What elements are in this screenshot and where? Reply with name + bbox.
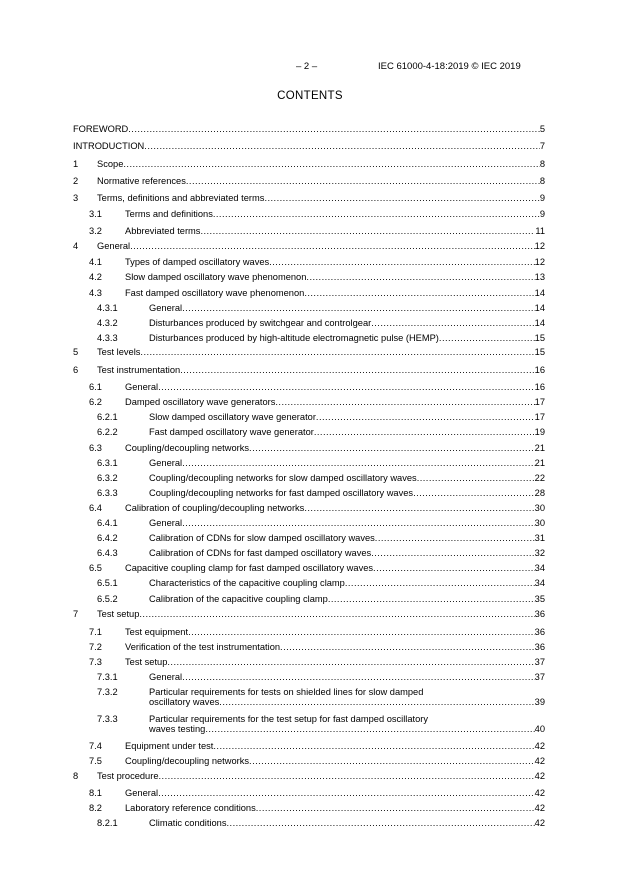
toc-entry-text: General xyxy=(149,303,183,313)
toc-entry-number: 7.2 xyxy=(89,642,102,652)
toc-entry[interactable] xyxy=(73,488,545,501)
toc-entry[interactable] xyxy=(73,518,545,531)
toc-entry-page: 36 xyxy=(534,642,545,652)
toc-entry-text: Calibration of CDNs for fast damped oscillatory waves xyxy=(149,548,372,558)
toc-entry-number: 7.1 xyxy=(89,627,102,637)
toc-entry-number: 4.3 xyxy=(89,288,102,298)
toc-entry-page: 5 xyxy=(539,124,545,134)
toc-entry-text: Laboratory reference conditions xyxy=(125,803,256,813)
toc-entry[interactable] xyxy=(73,533,545,546)
toc-entry-page: 42 xyxy=(534,771,545,781)
toc-entry-text: INTRODUCTION xyxy=(73,141,145,151)
toc-entry-number: 7.5 xyxy=(89,756,102,766)
toc-entry-number: 6.5 xyxy=(89,563,102,573)
toc-entry-text: Test procedure xyxy=(97,771,159,781)
toc-entry-page: 14 xyxy=(534,288,545,298)
toc-entry[interactable] xyxy=(73,458,545,471)
toc-entry-page: 42 xyxy=(534,788,545,798)
toc-entry-text: General xyxy=(125,788,159,798)
toc-entry-number: 3 xyxy=(73,193,79,203)
toc-entry-text: Coupling/decoupling networks for fast damped oscillatory waves xyxy=(149,488,414,498)
toc-entry[interactable] xyxy=(73,443,545,456)
toc-entry-text-continued: waves testing xyxy=(149,724,206,734)
toc-entry[interactable] xyxy=(73,272,545,285)
toc-entry[interactable] xyxy=(73,473,545,486)
toc-entry-page: 42 xyxy=(534,756,545,766)
toc-entry-text: FOREWORD xyxy=(73,124,129,134)
toc-entry-page: 28 xyxy=(534,488,545,498)
toc-entry-page: 42 xyxy=(534,803,545,813)
toc-entry-text: Test equipment xyxy=(125,627,189,637)
toc-entry[interactable] xyxy=(73,303,545,316)
toc-entry-number: 6.1 xyxy=(89,382,102,392)
toc-entry-number: 6.4.1 xyxy=(97,518,118,528)
toc-entry-page: 30 xyxy=(534,518,545,528)
toc-entry-number: 7.3 xyxy=(89,657,102,667)
toc-entry-text: Test levels xyxy=(97,347,141,357)
toc-entry[interactable] xyxy=(73,347,545,360)
toc-entry-text: Test instrumentation xyxy=(97,365,181,375)
toc-entry-text: Slow damped oscillatory wave phenomenon xyxy=(125,272,307,282)
toc-entry-text: Verification of the test instrumentation xyxy=(125,642,281,652)
toc-entry[interactable] xyxy=(73,241,545,254)
toc-entry[interactable] xyxy=(73,818,545,831)
toc-entry-page: 42 xyxy=(534,741,545,751)
toc-entry-page: 13 xyxy=(534,272,545,282)
toc-entry-text: Characteristics of the capacitive coupling clamp xyxy=(149,578,345,588)
toc-entry-page: 8 xyxy=(539,176,545,186)
toc-entry-page: 11 xyxy=(535,226,545,236)
toc-entry-number: 4.2 xyxy=(89,272,102,282)
toc-entry[interactable] xyxy=(73,627,545,640)
toc-entry-number: 4.3.3 xyxy=(97,333,118,343)
toc-entry[interactable] xyxy=(73,657,545,670)
toc-entry-page: 12 xyxy=(534,241,545,251)
toc-entry[interactable] xyxy=(73,159,545,172)
toc-entry-text: Particular requirements for tests on shielded lines for slow damped xyxy=(149,687,424,697)
toc-entry[interactable] xyxy=(73,382,545,395)
toc-entry[interactable] xyxy=(73,548,545,561)
toc-entry-text: Disturbances produced by switchgear and controlgear xyxy=(149,318,372,328)
toc-entry-number: 8.1 xyxy=(89,788,102,798)
toc-entry[interactable] xyxy=(73,365,545,378)
toc-entry[interactable] xyxy=(73,226,545,239)
page-header xyxy=(0,61,620,75)
toc-entry-number: 6.2.1 xyxy=(97,412,118,422)
toc-entry[interactable] xyxy=(73,412,545,425)
toc-entry[interactable] xyxy=(73,642,545,655)
toc-entry[interactable] xyxy=(73,803,545,816)
toc-entry-page: 12 xyxy=(534,257,545,267)
toc-entry-number: 4.1 xyxy=(89,257,102,267)
toc-entry-page: 16 xyxy=(534,365,545,375)
toc-entry-text: General xyxy=(149,458,183,468)
page-title: CONTENTS xyxy=(277,90,343,102)
toc-entry-text: Coupling/decoupling networks for slow damped oscillatory waves xyxy=(149,473,417,483)
toc-entry-page: 14 xyxy=(534,303,545,313)
toc-entry-text: Test setup xyxy=(97,609,140,619)
toc-entry-page: 32 xyxy=(534,548,545,558)
toc-entry[interactable] xyxy=(73,741,545,754)
toc-entry-page: 39 xyxy=(534,697,545,707)
toc-entry-page: 21 xyxy=(534,458,545,468)
toc-entry-text: Types of damped oscillatory waves xyxy=(125,257,270,267)
toc-entry[interactable] xyxy=(73,257,545,270)
toc-entry-text: Calibration of CDNs for slow damped oscillatory waves xyxy=(149,533,375,543)
toc-entry-number: 6.5.1 xyxy=(97,578,118,588)
toc-entry-page: 9 xyxy=(539,193,545,203)
toc-entry-number: 6.2.2 xyxy=(97,427,118,437)
toc-entry[interactable] xyxy=(73,771,545,784)
toc-entry-number: 6.3 xyxy=(89,443,102,453)
toc-entry-number: 6.4 xyxy=(89,503,102,513)
toc-entry[interactable] xyxy=(73,687,545,713)
toc-entry[interactable] xyxy=(73,397,545,410)
toc-entry-page: 15 xyxy=(534,333,545,343)
toc-entry[interactable] xyxy=(73,594,545,607)
toc-entry[interactable] xyxy=(73,141,545,154)
toc-entry-text: Coupling/decoupling networks xyxy=(125,756,250,766)
toc-entry-page: 17 xyxy=(534,397,545,407)
toc-entry-number: 2 xyxy=(73,176,79,186)
toc-entry-text: Calibration of the capacitive coupling clamp xyxy=(149,594,328,604)
toc-entry-number: 4.3.2 xyxy=(97,318,118,328)
toc-entry[interactable] xyxy=(73,756,545,769)
toc-entry-text: Scope xyxy=(97,159,124,169)
toc-entry-number: 8.2 xyxy=(89,803,102,813)
toc-entry-page: 36 xyxy=(534,627,545,637)
toc-entry-number: 6.4.2 xyxy=(97,533,118,543)
toc-entry-text: Fast damped oscillatory wave generator xyxy=(149,427,314,437)
toc-entry-page: 7 xyxy=(539,141,545,151)
toc-entry-page: 21 xyxy=(534,443,545,453)
toc-entry-text: Climatic conditions xyxy=(149,818,227,828)
toc-entry-page: 14 xyxy=(534,318,545,328)
toc-entry-page: 40 xyxy=(534,724,545,734)
toc-entry-page: 19 xyxy=(534,427,545,437)
toc-entry-text: General xyxy=(125,382,159,392)
toc-entry-text: Fast damped oscillatory wave phenomenon xyxy=(125,288,305,298)
toc-entry-page: 31 xyxy=(534,533,545,543)
toc-entry[interactable] xyxy=(73,427,545,440)
toc-entry-page: 36 xyxy=(534,609,545,619)
toc-entry-text: Normative references xyxy=(97,176,186,186)
toc-entry-page: 15 xyxy=(534,347,545,357)
toc-entry[interactable] xyxy=(73,318,545,331)
toc-entry-number: 8 xyxy=(73,771,79,781)
toc-entry-page: 34 xyxy=(534,578,545,588)
toc-entry[interactable] xyxy=(73,578,545,591)
toc-entry-text: Slow damped oscillatory wave generator xyxy=(149,412,316,422)
toc-entry-text: Calibration of coupling/decoupling networks xyxy=(125,503,305,513)
toc-entry-number: 7 xyxy=(73,609,79,619)
toc-entry-text: General xyxy=(149,518,183,528)
toc-entry[interactable] xyxy=(73,209,545,222)
toc-entry-number: 6.3.2 xyxy=(97,473,118,483)
toc-entry[interactable] xyxy=(73,563,545,576)
toc-entry-page: 9 xyxy=(539,209,545,219)
toc-entry-number: 7.3.3 xyxy=(97,714,118,724)
toc-entry[interactable] xyxy=(73,124,545,137)
document-id: IEC 61000-4-18:2019 © IEC 2019 xyxy=(378,61,521,72)
toc-entry-number: 5 xyxy=(73,347,79,357)
toc-entry-number: 3.2 xyxy=(89,226,102,236)
toc-entry-page: 16 xyxy=(534,382,545,392)
toc-entry[interactable] xyxy=(73,609,545,622)
toc-entry-page: 17 xyxy=(534,412,545,422)
toc-entry-number: 6.5.2 xyxy=(97,594,118,604)
toc-entry-text: Terms, definitions and abbreviated terms xyxy=(97,193,265,203)
toc-entry-number: 7.3.2 xyxy=(97,687,118,697)
toc-entry-text: General xyxy=(97,241,131,251)
toc-entry[interactable] xyxy=(73,788,545,801)
toc-entry-text: Test setup xyxy=(125,657,168,667)
toc-entry-page: 42 xyxy=(534,818,545,828)
toc-entry-page: 34 xyxy=(534,563,545,573)
toc-entry[interactable] xyxy=(73,503,545,516)
toc-entry-page: 37 xyxy=(534,657,545,667)
toc-entry-text: General xyxy=(149,672,183,682)
toc-entry-text: Terms and definitions xyxy=(125,209,213,219)
toc-entry[interactable] xyxy=(73,333,545,346)
toc-entry[interactable] xyxy=(73,714,545,740)
toc-entry-number: 6.3.1 xyxy=(97,458,118,468)
toc-entry[interactable] xyxy=(73,176,545,189)
toc-entry[interactable] xyxy=(73,288,545,301)
toc-entry-page: 8 xyxy=(539,159,545,169)
toc-entry-text: Disturbances produced by high-altitude electromagnetic pulse (HEMP) xyxy=(149,333,439,343)
toc-entry-page: 30 xyxy=(534,503,545,513)
toc-entry-number: 4.3.1 xyxy=(97,303,118,313)
toc-entry-text: Particular requirements for the test setup for fast damped oscillatory xyxy=(149,714,429,724)
toc-entry-text: Abbreviated terms xyxy=(125,226,201,236)
toc-entry-text: Capacitive coupling clamp for fast damped oscillatory waves xyxy=(125,563,374,573)
toc-entry-page: 35 xyxy=(534,594,545,604)
toc-entry-text-continued: oscillatory waves xyxy=(149,697,220,707)
page-number: – 2 – xyxy=(296,61,318,72)
toc-entry[interactable] xyxy=(73,672,545,685)
toc-entry-number: 6 xyxy=(73,365,79,375)
toc-entry-page: 37 xyxy=(534,672,545,682)
toc-entry-number: 6.3.3 xyxy=(97,488,118,498)
toc-entry-page: 22 xyxy=(534,473,545,483)
toc-entry-number: 3.1 xyxy=(89,209,102,219)
toc-entry-text: Coupling/decoupling networks xyxy=(125,443,250,453)
toc-entry-number: 6.4.3 xyxy=(97,548,118,558)
toc-entry-text: Damped oscillatory wave generators xyxy=(125,397,276,407)
toc-entry[interactable] xyxy=(73,193,545,206)
toc-entry-number: 7.3.1 xyxy=(97,672,118,682)
toc-entry-number: 8.2.1 xyxy=(97,818,118,828)
toc-entry-number: 7.4 xyxy=(89,741,102,751)
toc-entry-number: 4 xyxy=(73,241,79,251)
toc-entry-number: 1 xyxy=(73,159,79,169)
toc-entry-text: Equipment under test xyxy=(125,741,214,751)
toc-entry-number: 6.2 xyxy=(89,397,102,407)
